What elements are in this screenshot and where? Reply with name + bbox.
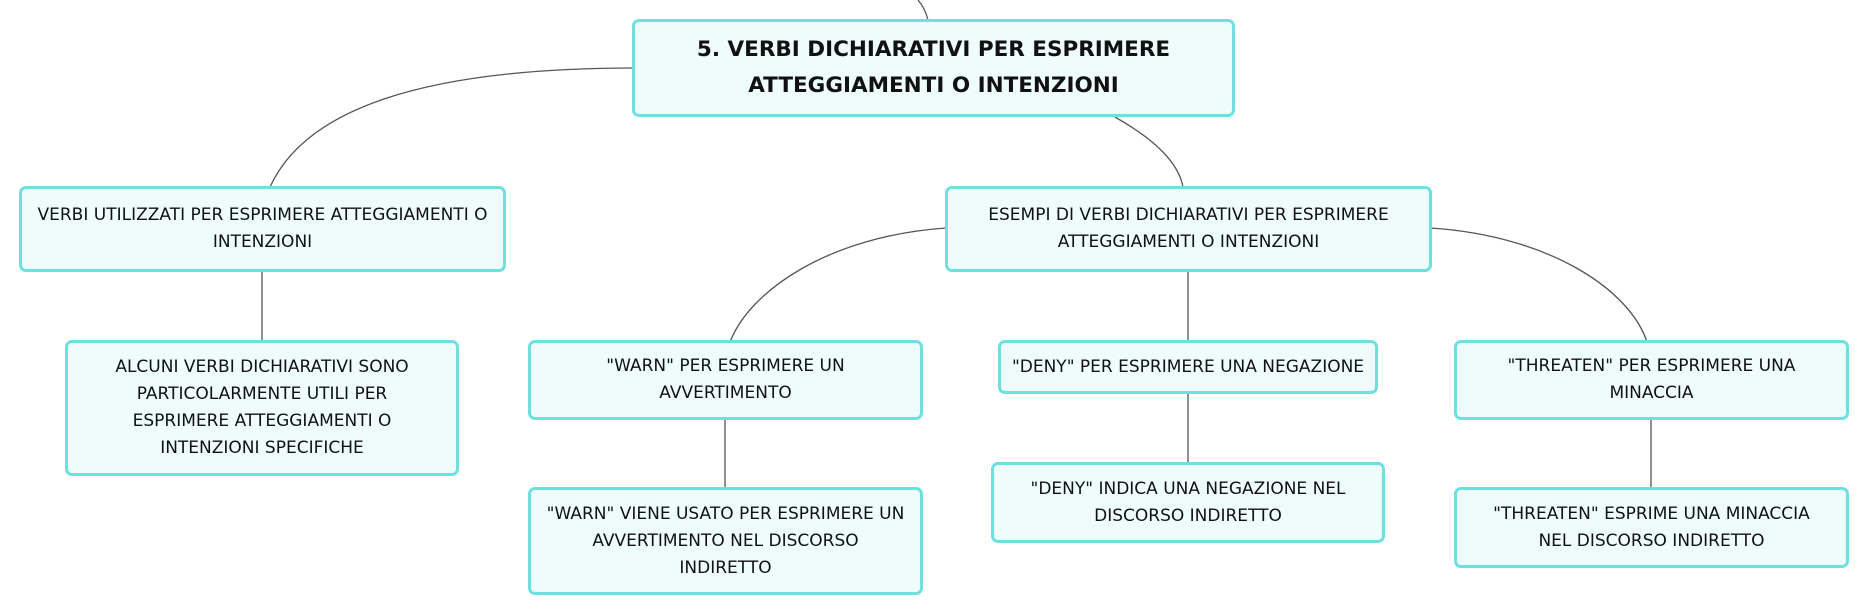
connector-esempi-to-threaten (1431, 228, 1647, 342)
connector-root-to-verbi-utilizzati (270, 68, 635, 187)
threaten-detail-node[interactable] (1454, 487, 1849, 568)
connector-root-to-esempi (1115, 117, 1183, 187)
warn-detail-label: "WARN" VIENE USATO PER ESPRIMERE UN AVVERTIMENTO NEL DISCORSO INDIRETTO (546, 503, 905, 578)
alcuni-verbi-node[interactable] (65, 340, 459, 476)
connector-upstream (918, 0, 928, 20)
root-node-label: 5. VERBI DICHIARATIVI PER ESPRIMERE ATTEGGIAMENTI O INTENZIONI (696, 37, 1171, 98)
deny-detail-label: "DENY" INDICA UNA NEGAZIONE NEL DISCORSO INDIRETTO (1030, 478, 1346, 526)
verbi-utilizzati-label: VERBI UTILIZZATI PER ESPRIMERE ATTEGGIAMENTI O INTENZIONI (37, 205, 488, 252)
alcuni-verbi-label: ALCUNI VERBI DICHIARATIVI SONO PARTICOLARMENTE UTILI PER ESPRIMERE ATTEGGIAMENTI O INTENZIONI SPECIFICHE (115, 357, 409, 458)
threaten-detail-label: "THREATEN" ESPRIME UNA MINACCIA NEL DISCORSO INDIRETTO (1493, 503, 1810, 551)
threaten-node[interactable] (1454, 340, 1849, 420)
warn-detail-node[interactable] (528, 487, 923, 595)
connector-esempi-to-warn (730, 228, 946, 342)
esempi-node[interactable] (945, 186, 1432, 272)
threaten-label: "THREATEN" PER ESPRIMERE UNA MINACCIA (1507, 356, 1796, 403)
esempi-label: ESEMPI DI VERBI DICHIARATIVI PER ESPRIMERE ATTEGGIAMENTI O INTENZIONI (988, 205, 1389, 252)
root-node[interactable] (632, 19, 1235, 117)
deny-node[interactable] (998, 340, 1378, 394)
deny-detail-node[interactable] (991, 462, 1385, 543)
warn-node[interactable] (528, 340, 923, 420)
warn-label: "WARN" PER ESPRIMERE UN AVVERTIMENTO (606, 356, 845, 403)
deny-label: "DENY" PER ESPRIMERE UNA NEGAZIONE (1011, 356, 1365, 377)
verbi-utilizzati-node[interactable] (19, 186, 506, 272)
